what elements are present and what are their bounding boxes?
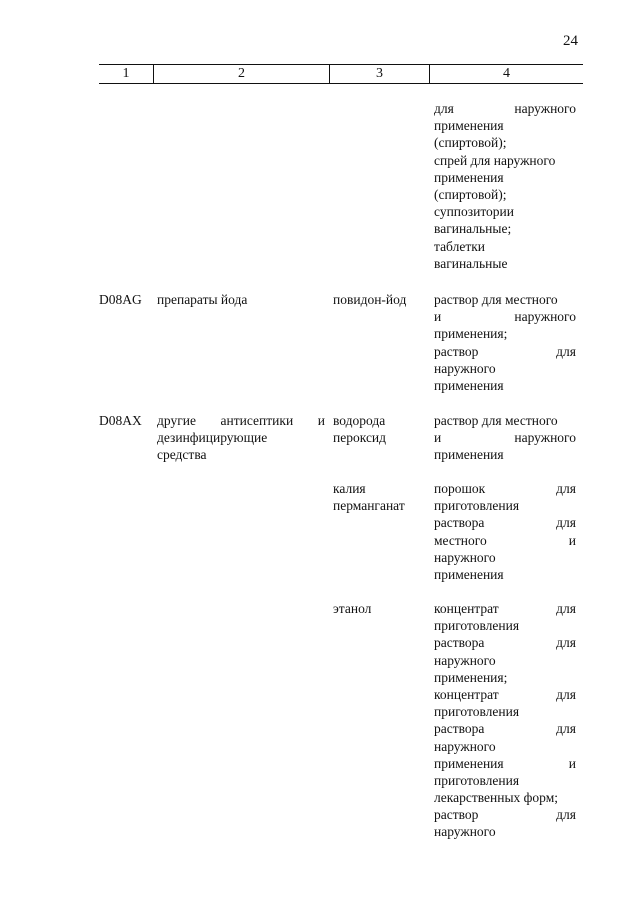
header-col-3: 3 <box>376 66 383 81</box>
form-line: применения <box>434 447 504 463</box>
header-col-2: 2 <box>238 66 245 81</box>
form-line: раствора для <box>434 515 576 531</box>
group-name-line: средства <box>157 447 207 463</box>
form-line: наружного <box>434 824 496 840</box>
form-line: местного и <box>434 532 576 548</box>
form-line: наружного <box>434 360 496 376</box>
drug-name: водорода <box>333 413 386 428</box>
form-line: вагинальные; <box>434 221 512 237</box>
table-header <box>99 64 583 84</box>
form-line: таблетки <box>434 238 486 254</box>
dosage-forms <box>434 600 576 841</box>
form-line: приготовления <box>434 618 520 634</box>
form-line: спрей для наружного <box>434 152 556 168</box>
drug-name: перманганат <box>333 498 405 513</box>
group-name-line: дезинфицирующие <box>157 430 268 446</box>
form-line: концентрат для <box>434 601 576 616</box>
form-line: (спиртовой); <box>434 186 507 202</box>
form-line: приготовления <box>434 704 520 720</box>
form-line: применения <box>434 566 504 582</box>
forms-continuation <box>434 100 576 272</box>
group-name <box>157 412 325 464</box>
form-line: и наружного <box>434 430 576 446</box>
atc-code: D08AX <box>99 413 142 428</box>
form-line: наружного <box>434 549 496 565</box>
form-line: раствора для <box>434 721 576 737</box>
header-col-1: 1 <box>122 66 130 81</box>
form-line: применения; <box>434 326 508 342</box>
form-line: порошок для <box>434 481 576 496</box>
form-line: применения; <box>434 669 508 685</box>
form-line: применения <box>434 169 504 185</box>
form-line: концентрат для <box>434 686 576 702</box>
drug-name: пероксид <box>333 430 387 445</box>
group-name: препараты йода <box>157 292 248 307</box>
form-line: раствор для <box>434 343 576 359</box>
form-line: лекарственных форм; <box>434 790 558 806</box>
form-line: раствор для местного <box>434 292 558 307</box>
form-line: применения <box>434 377 504 393</box>
dosage-forms <box>434 480 576 583</box>
form-line: и наружного <box>434 309 576 325</box>
form-line: раствора для <box>434 635 576 651</box>
form-line: приготовления <box>434 498 520 514</box>
form-line: применения <box>434 118 504 134</box>
form-line: приготовления <box>434 772 520 788</box>
dosage-forms <box>434 412 576 464</box>
form-line: (спиртовой); <box>434 135 507 151</box>
form-line: раствор для местного <box>434 413 558 428</box>
atc-code: D08AG <box>99 292 142 307</box>
form-line: суппозитории <box>434 204 514 220</box>
form-line: раствор для <box>434 807 576 823</box>
form-line: применения и <box>434 755 576 771</box>
group-name-line: другие антисептики и <box>157 413 325 428</box>
drug-name: повидон-йод <box>333 292 407 307</box>
dosage-forms <box>434 291 576 394</box>
drug-name: калия <box>333 481 366 496</box>
header-col-4: 4 <box>503 66 510 81</box>
form-line: наружного <box>434 738 496 754</box>
form-line: вагинальные <box>434 255 508 271</box>
page-number: 24 <box>563 33 578 49</box>
form-line: наружного <box>434 652 496 668</box>
drug-name: этанол <box>333 601 372 616</box>
form-line: для наружного <box>434 101 576 116</box>
